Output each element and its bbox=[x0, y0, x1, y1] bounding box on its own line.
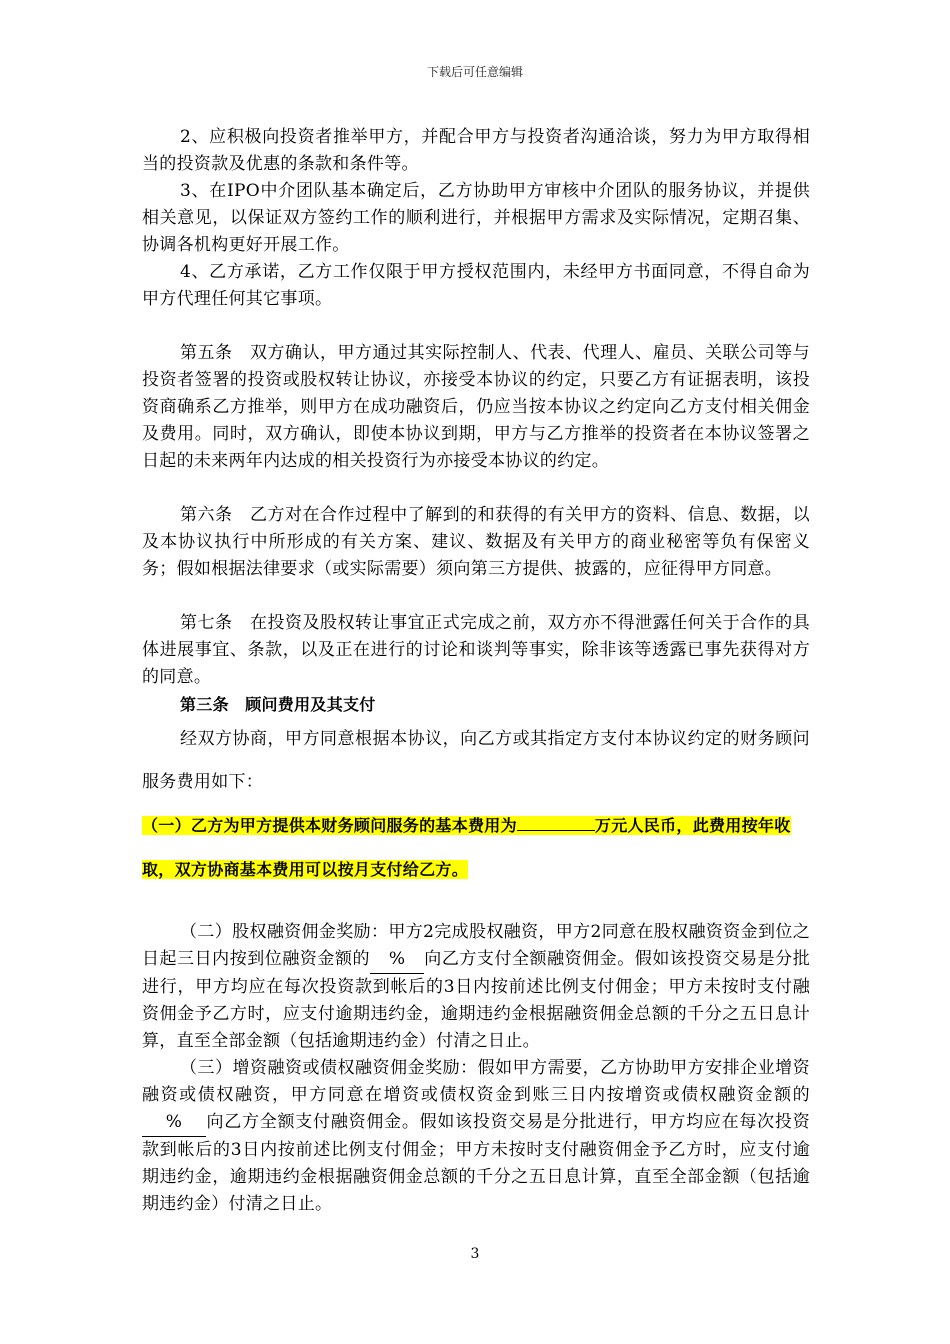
paragraph-gap bbox=[142, 892, 810, 919]
page-header: 下载后可任意编辑 bbox=[426, 65, 523, 79]
basic-fee-clause bbox=[142, 804, 810, 892]
paragraph-gap bbox=[142, 313, 810, 340]
article-6: 第六条 乙方对在合作过程中了解到的和获得的有关甲方的资料、信息、数据，以及本协议执行中所形成的有关方案、建议、数据及有关甲方的商业秘密等负有保密义务；假如根据法律要求（或实际需要）须向第三方提供、披露的，应征得甲方同意。 bbox=[142, 505, 810, 579]
basic-fee-text-1: （一）乙方为甲方提供本财务顾问服务的基本费用为 bbox=[142, 816, 517, 835]
debt-commission-text-1: （三）增资融资或债权融资佣金奖励：假如甲方需要，乙方协助甲方安排企业增资融资或债权融资，甲方同意在增资或债权资金到账三日内按增资或债权融资金额的 bbox=[142, 1058, 810, 1105]
equity-commission-text-2: 向乙方支付全额融资佣金。假如该投资交易是分批进行，甲方均应在每次投资款到帐后的3日内按前述比例支付佣金；甲方未按时支付融资佣金予乙方时，应支付逾期违约金，逾期违约金根据融资佣金总额的千分之五日息计算，直至全部金额（包括逾期违约金）付清之日止。 bbox=[142, 949, 810, 1051]
clause-3: 3、在IPO中介团队基本确定后，乙方协助甲方审核中介团队的服务协议，并提供相关意见，以保证双方签约工作的顺利进行，并根据甲方需求及实际情况，定期召集、协调各机构更好开展工作。 bbox=[142, 181, 810, 255]
paragraph-gap bbox=[142, 475, 810, 502]
article-5: 第五条 双方确认，甲方通过其实际控制人、代表、代理人、雇员、关联公司等与投资者签署的投资或股权转让协议，亦接受本协议的约定，只要乙方有证据表明，该投资商确系乙方推举，则甲方在成功融资后，仍应当按本协议之约定向乙方支付相关佣金及费用。同时，双方确认，即使本协议到期，甲方与乙方推举的投资者在本协议签署之日起的未来两年内达成的相关投资行为亦接受本协议的约定。 bbox=[142, 343, 810, 471]
equity-percent-blank: % bbox=[370, 946, 424, 974]
document-body bbox=[142, 124, 810, 1218]
debt-percent-blank: % bbox=[142, 1109, 206, 1137]
debt-commission-text-2: 向乙方全额支付融资佣金。假如该投资交易是分批进行，甲方均应在每次投资款到帐后的3日内按前述比例支付佣金；甲方未按时支付融资佣金予乙方时，应支付逾期违约金，逾期违约金根据融资佣金总额的千分之五日息计算，直至全部金额（包括逾期违约金）付清之日止。 bbox=[142, 1112, 810, 1214]
clause-4: 4、乙方承诺，乙方工作仅限于甲方授权范围内，未经甲方书面同意，不得自命为甲方代理任何其它事项。 bbox=[142, 262, 810, 309]
fee-intro: 经双方协商，甲方同意根据本协议，向乙方或其指定方支付本协议约定的财务顾问服务费用如下： bbox=[142, 729, 810, 792]
paragraph-gap bbox=[142, 583, 810, 610]
article-7: 第七条 在投资及股权转让事宜正式完成之前，双方亦不得泄露任何关于合作的具体进展事宜、条款，以及正在进行的讨论和谈判等事实，除非该等透露已事先获得对方的同意。 bbox=[142, 613, 810, 687]
equity-commission-clause bbox=[142, 919, 810, 1055]
equity-commission-text-1: （二）股权融资佣金奖励：甲方2完成股权融资，甲方2同意在股权融资资金到位之日起三日内按到位融资金额的 bbox=[142, 922, 810, 969]
debt-commission-clause bbox=[142, 1055, 810, 1218]
clause-2: 2、应积极向投资者推举甲方，并配合甲方与投资者沟通洽谈，努力为甲方取得相当的投资款及优惠的条款和条件等。 bbox=[142, 127, 810, 174]
page-number: 3 bbox=[470, 1246, 480, 1262]
fee-amount-blank bbox=[517, 812, 595, 831]
section-3-title: 第三条 顾问费用及其支付 bbox=[180, 695, 376, 714]
basic-fee-text-2: 万元人民币，此费用按年收取，双方协商基本费用可以按月支付给乙方。 bbox=[142, 816, 791, 879]
